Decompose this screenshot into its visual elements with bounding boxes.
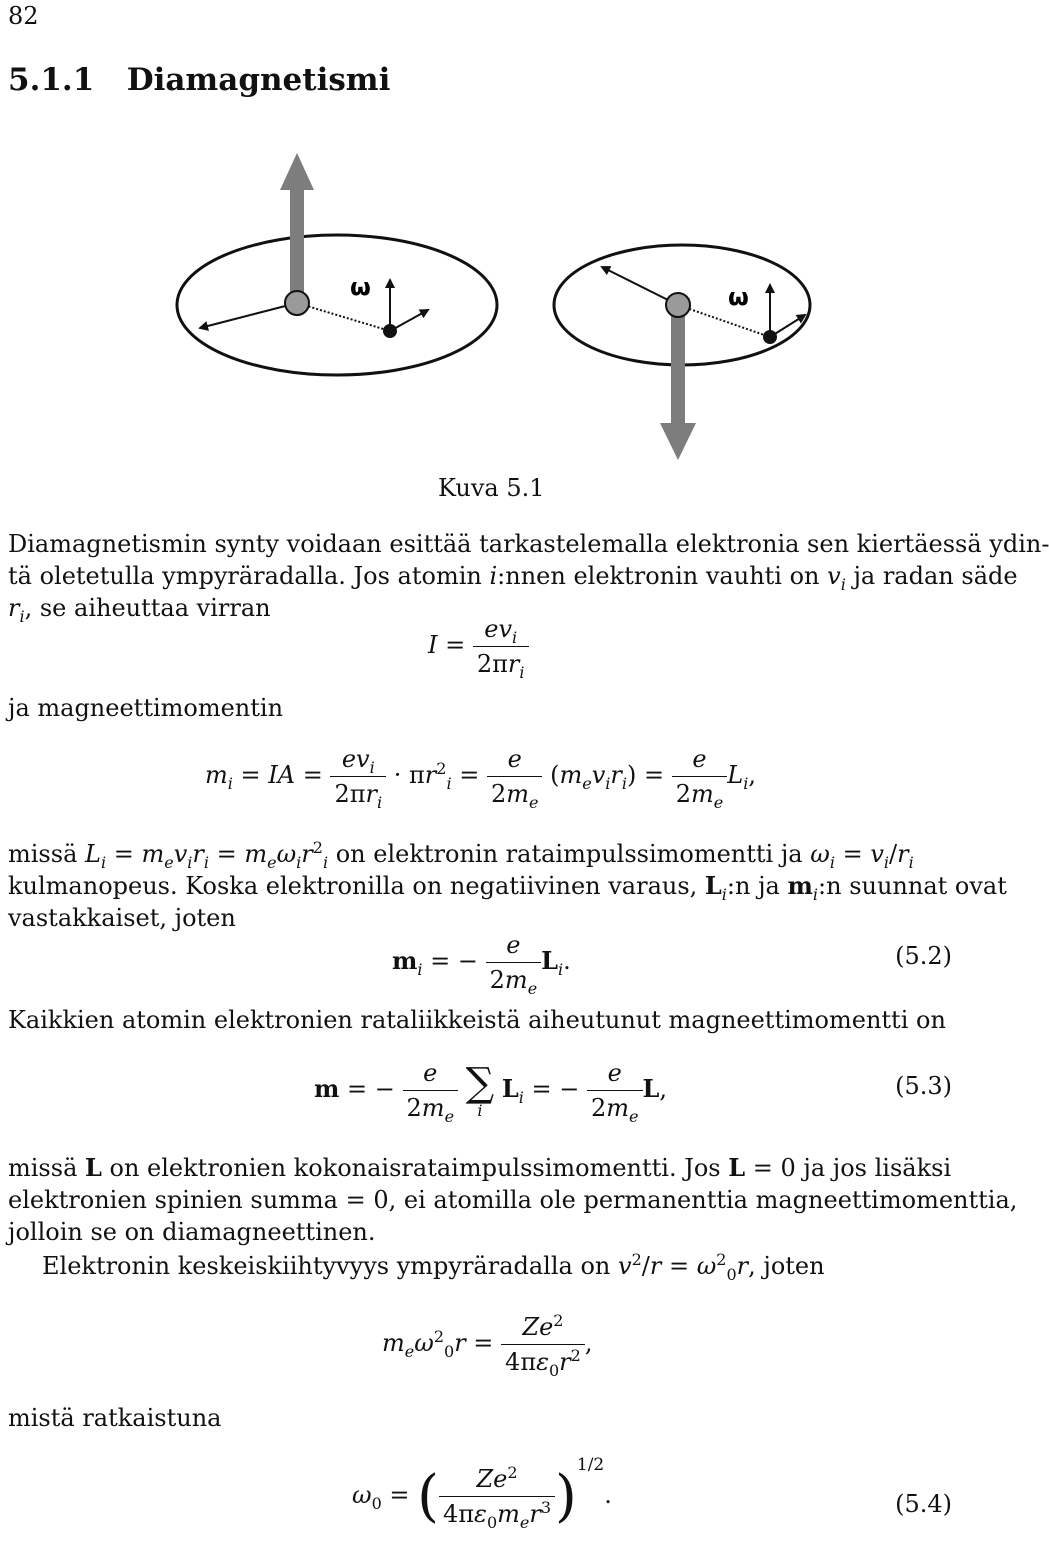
equation-5-3: m = − $\frac{e}{2m_e}$ ∑ i $L_i$ = − $\frac{e}{2m_e}$ L,	[314, 1056, 667, 1125]
section-heading	[8, 62, 390, 98]
equation-5-3-number: (5.3)	[895, 1072, 952, 1100]
paragraph-5-line-2: elektronien spinien summa = 0, ei atomilla ole permanenttia magneettimomenttia,	[8, 1186, 1018, 1214]
equation-current: I = $\frac{ev_i}{2\pi r_i}$	[428, 612, 529, 681]
equation-centripetal: $m_e\omega^2_0r$ = $\frac{Ze^2}{4\pi\varepsilon_0r^2}$ ,	[382, 1311, 593, 1380]
left-dotted-line	[297, 303, 390, 331]
paragraph-5-line-1: missä L on elektronien kokonaisrataimpulssimomentti. Jos L = 0 ja jos lisäksi	[8, 1153, 952, 1182]
equation-5-2-number: (5.2)	[895, 942, 952, 970]
paragraph-1-line-2: tä oletetulla ympyräradalla. Jos atomin i:nnen elektronin vauhti on $v_i$ ja radan säde	[8, 562, 1018, 594]
right-big-arrow-head	[660, 423, 696, 460]
paragraph-7: mistä ratkaistuna	[8, 1404, 222, 1432]
diamagnetism-figure	[160, 145, 820, 465]
right-dotted-line	[678, 305, 770, 337]
paragraph-3-line-3: vastakkaiset, joten	[8, 904, 236, 932]
paragraph-5-line-3: jolloin se on diamagneettinen.	[8, 1218, 376, 1246]
paragraph-4: Kaikkien atomin elektronien rataliikkeistä aiheutunut magneettimomentti on	[8, 1006, 946, 1034]
paragraph-1-line-1: Diamagnetismin synty voidaan esittää tarkastelemalla elektronia sen kiertäessä ydin-	[8, 530, 1049, 558]
left-orbit-ellipse	[177, 235, 497, 375]
equation-magnetic-moment: $m_i$ = IA = $\frac{ev_i}{2\pi r_i}$ · $\pi r^2_i$ = $\frac{e}{2m_e}$ $(m_ev_ir_i)$ = $\frac{e}{2m_e}$ $L_i$,	[205, 742, 756, 811]
page-number: 82	[8, 2, 39, 30]
figure-caption: Kuva 5.1	[438, 474, 545, 502]
left-radius-arrow	[200, 303, 297, 328]
equation-5-2: $m_i$ = − $\frac{e}{2m_e}$ $L_i$.	[392, 928, 571, 997]
paragraph-6: Elektronin keskeiskiihtyvyys ympyräradalla on $v^2/r = \omega^2_0r$, joten	[42, 1250, 825, 1284]
right-omega-label: ω	[728, 283, 749, 311]
right-nucleus	[666, 293, 690, 317]
left-electron	[383, 324, 397, 338]
section-title: Diamagnetismi	[126, 62, 391, 98]
paragraph-3-line-2: kulmanopeus. Koska elektronilla on negatiivinen varaus, $L_i:n$ ja $m_i:n$ suunnat ovat	[8, 871, 1007, 904]
section-number: 5.1.1	[8, 62, 95, 98]
paragraph-3-line-1: missä $L_i = m_ev_ir_i = m_e\omega_ir^2_i$ on elektronin rataimpulssimomentti ja $\omega_i = v_i/r_i$	[8, 838, 914, 872]
paragraph-2: ja magneettimomentin	[8, 694, 284, 722]
equation-5-4-number: (5.4)	[895, 1490, 952, 1518]
paragraph-1-line-3: $r_i$, se aiheuttaa virran	[8, 594, 271, 626]
left-omega-label: ω	[350, 273, 371, 301]
left-nucleus	[285, 291, 309, 315]
equation-5-4: $\omega_0$ = ( $\frac{Ze^2}{4\pi\varepsilon_0m_er^3}$ )$^{1/2}$.	[352, 1455, 612, 1532]
right-electron	[763, 330, 777, 344]
left-big-arrow-head	[280, 153, 314, 190]
